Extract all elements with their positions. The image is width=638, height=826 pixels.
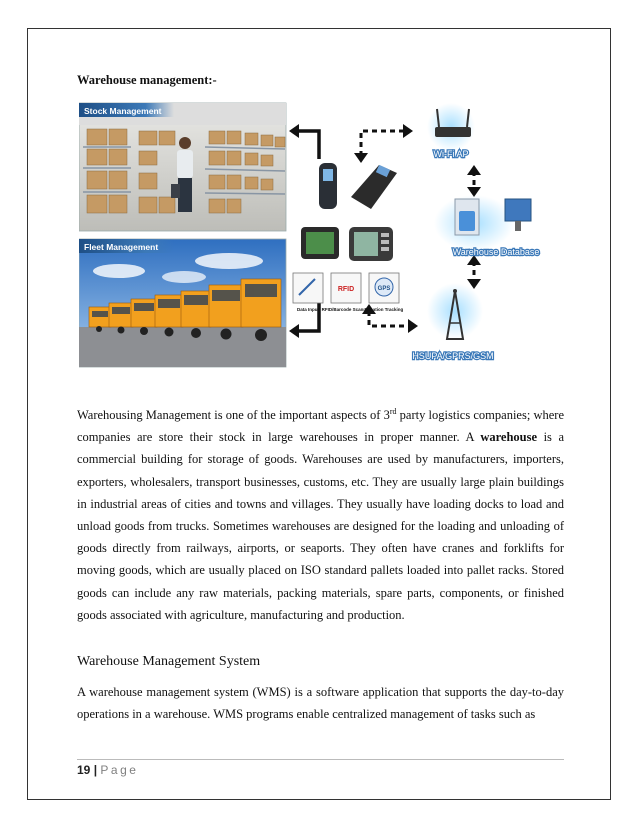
stock-management-panel (79, 103, 286, 231)
data-input-label: Data Input (297, 307, 319, 312)
rugged-terminal-icon (349, 227, 393, 261)
paragraph1-part1: Warehousing Management is one of the important aspects of 3 (77, 408, 390, 422)
page-footer (77, 763, 138, 777)
section-heading: Warehouse management:- (77, 73, 217, 87)
handheld-scanner-icon (319, 163, 337, 209)
section-title-wms: Warehouse Management System (77, 654, 261, 669)
top-left-arrow (297, 131, 319, 159)
wifi-ap-icon (427, 103, 475, 159)
paragraph1-bold-term: warehouse (480, 430, 538, 445)
warehouse-management-figure (79, 101, 565, 369)
paragraph-warehousing-management (77, 404, 564, 626)
footer-rule (77, 759, 564, 760)
wifi-ap-label: Wi-Fi AP (433, 149, 469, 159)
paragraph1-part3: is a commercial building for storage of goods. Warehouses are used by manufacturers, importers, exporters, wholesalers, transport businesses, customs, etc. They are usually large plain buildings in industrial areas of cities and towns and villages. They usually have loading docks to load and unload goods from trucks. Sometimes warehouses are designed for the loading and unloading of goods directly from railways, airports, or seaports. They often have cranes and forklifts for moving goods, which are usually placed on ISO standard pallets loaded into pallet racks. Stored goods can include any raw materials, packing materials, spare parts, components, or finished goods associated with agriculture, manufacturing and production. (77, 430, 564, 622)
cell-tower-icon (412, 283, 493, 361)
page-number: 19 (77, 763, 91, 777)
ordinal-superscript: rd (389, 406, 397, 416)
footer-separator: | (90, 763, 101, 777)
warehouse-database-icon (434, 195, 539, 257)
warehouse-database-label: Warehouse Database (452, 247, 540, 257)
top-arrowhead (289, 124, 299, 138)
location-tracking-icon (365, 273, 404, 312)
data-input-icon (293, 273, 323, 312)
fleet-management-label: Fleet Management (84, 242, 159, 252)
rfid-text: RFID (337, 286, 355, 293)
bottom-arrowhead (289, 324, 299, 338)
rfid-scanner-icon (322, 273, 371, 312)
hsupa-label: HSUPA/GPRS/GSM (412, 351, 494, 361)
tablet-device-icon (301, 227, 339, 259)
paragraph-wms: A warehouse management system (WMS) is a software application that supports the day-to-day operations in a warehouse. WMS programs enable centralized management of tasks such as (77, 685, 564, 722)
location-tracking-label: Location Tracking (364, 307, 404, 312)
gps-text: GPS (377, 286, 391, 292)
fleet-management-panel (79, 239, 286, 367)
rfid-scanner-label: RFID/Barcode Scanner (321, 307, 371, 312)
paragraph1-part2: party logistics companies; where companies are store their stock in large warehouses in proper manner. A (77, 408, 564, 445)
page-label: Page (100, 763, 139, 777)
card-terminal-icon (351, 165, 397, 209)
stock-management-label: Stock Management (84, 106, 162, 116)
